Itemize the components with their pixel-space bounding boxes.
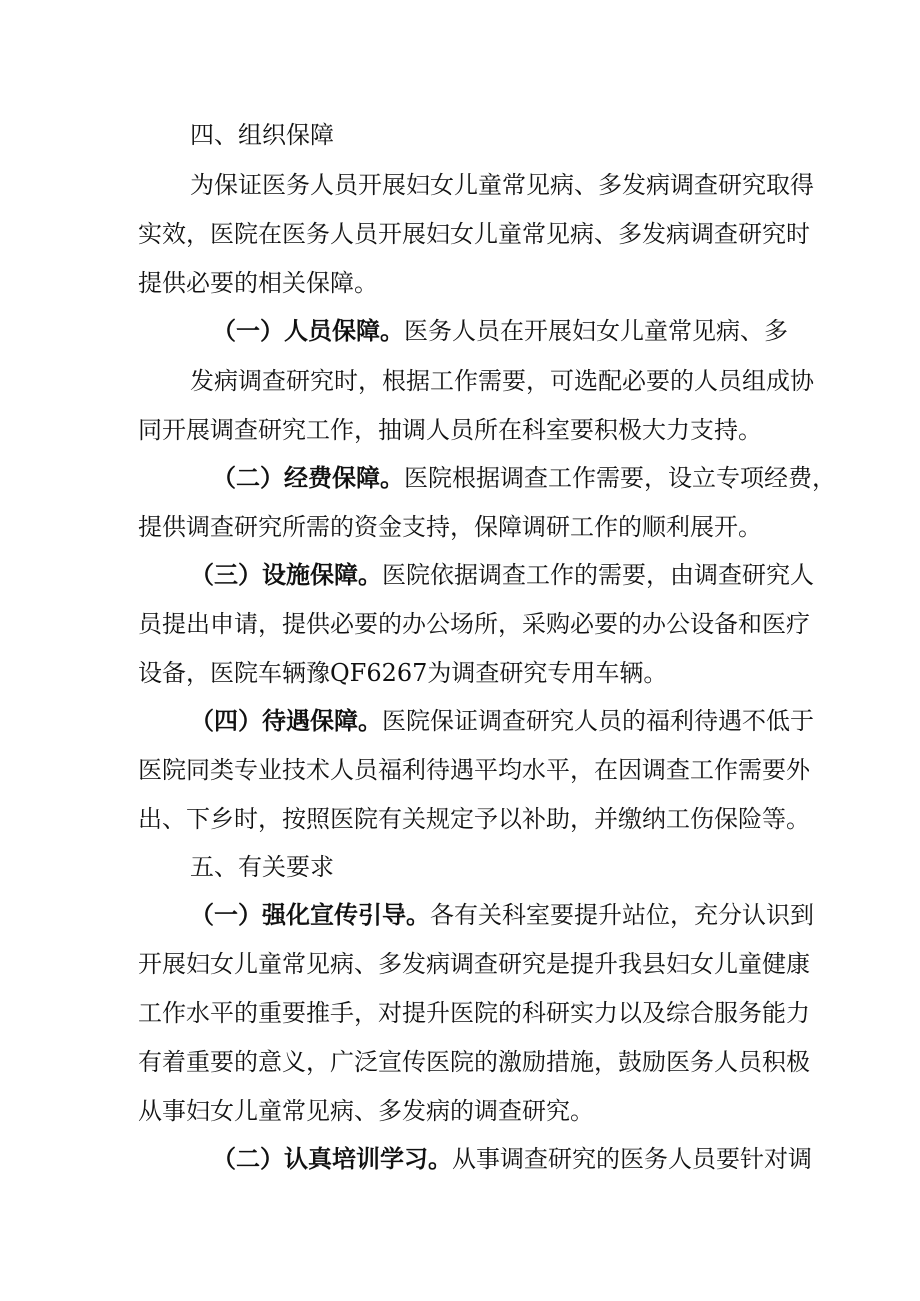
list-item-line — [212, 458, 836, 498]
item-label: （三）设施保障。 — [190, 560, 382, 589]
item-continuation: 同开展调查研究工作，抽调人员所在科室要积极大力支持。 — [138, 416, 762, 444]
item-continuation: 医院同类专业技术人员福利待遇平均水平，在因调查工作需要外 — [138, 756, 810, 784]
item-label: （一）人员保障。 — [212, 316, 404, 345]
item-text: 各有关科室要提升站位，充分认识到 — [430, 901, 814, 929]
item-continuation: 从事妇女儿童常见病、多发病的调查研究。 — [138, 1097, 594, 1125]
section-heading: 四、组织保障 — [190, 121, 334, 149]
item-text: 从事调查研究的医务人员要针对调 — [452, 1145, 812, 1173]
paragraph-line: 实效，医院在医务人员开展妇女儿童常见病、多发病调查研究时 — [138, 220, 810, 248]
item-continuation: 员提出申请，提供必要的办公场所，采购必要的办公设备和医疗 — [138, 610, 810, 638]
item-text: 医院保证调查研究人员的福利待遇不低于 — [382, 707, 814, 735]
section-heading: 五、有关要求 — [190, 853, 334, 881]
item-continuation: 出、下乡时，按照医院有关规定予以补助，并缴纳工伤保险等。 — [138, 805, 810, 833]
paragraph-line: 提供必要的相关保障。 — [138, 269, 378, 297]
list-item-line — [212, 1139, 812, 1179]
item-text: 医务人员在开展妇女儿童常见病、多 — [404, 317, 788, 345]
item-label: （二）经费保障。 — [212, 463, 404, 492]
item-label: （一）强化宣传引导。 — [190, 900, 430, 929]
list-item-line — [190, 895, 814, 935]
list-item-line — [190, 555, 814, 595]
item-continuation: 工作水平的重要推手，对提升医院的科研实力以及综合服务能力 — [138, 999, 810, 1027]
list-item-line — [212, 311, 788, 351]
item-label: （二）认真培训学习。 — [212, 1144, 452, 1173]
item-continuation: 开展妇女儿童常见病、多发病调查研究是提升我县妇女儿童健康 — [138, 950, 810, 978]
item-text: 医院依据调查工作的需要，由调查研究人 — [382, 561, 814, 589]
list-item-line — [190, 701, 814, 741]
item-continuation: 提供调查研究所需的资金支持，保障调研工作的顺利展开。 — [138, 513, 762, 541]
item-continuation: 发病调查研究时，根据工作需要，可选配必要的人员组成协 — [190, 367, 814, 395]
item-continuation: 有着重要的意义，广泛宣传医院的激励措施，鼓励医务人员积极 — [138, 1048, 810, 1076]
item-continuation: 设备，医院车辆豫QF6267为调查研究专用车辆。 — [138, 659, 668, 687]
paragraph-line: 为保证医务人员开展妇女儿童常见病、多发病调查研究取得 — [190, 171, 814, 199]
item-label: （四）待遇保障。 — [190, 706, 382, 735]
item-text: 医院根据调查工作需要，设立专项经费， — [404, 464, 836, 492]
